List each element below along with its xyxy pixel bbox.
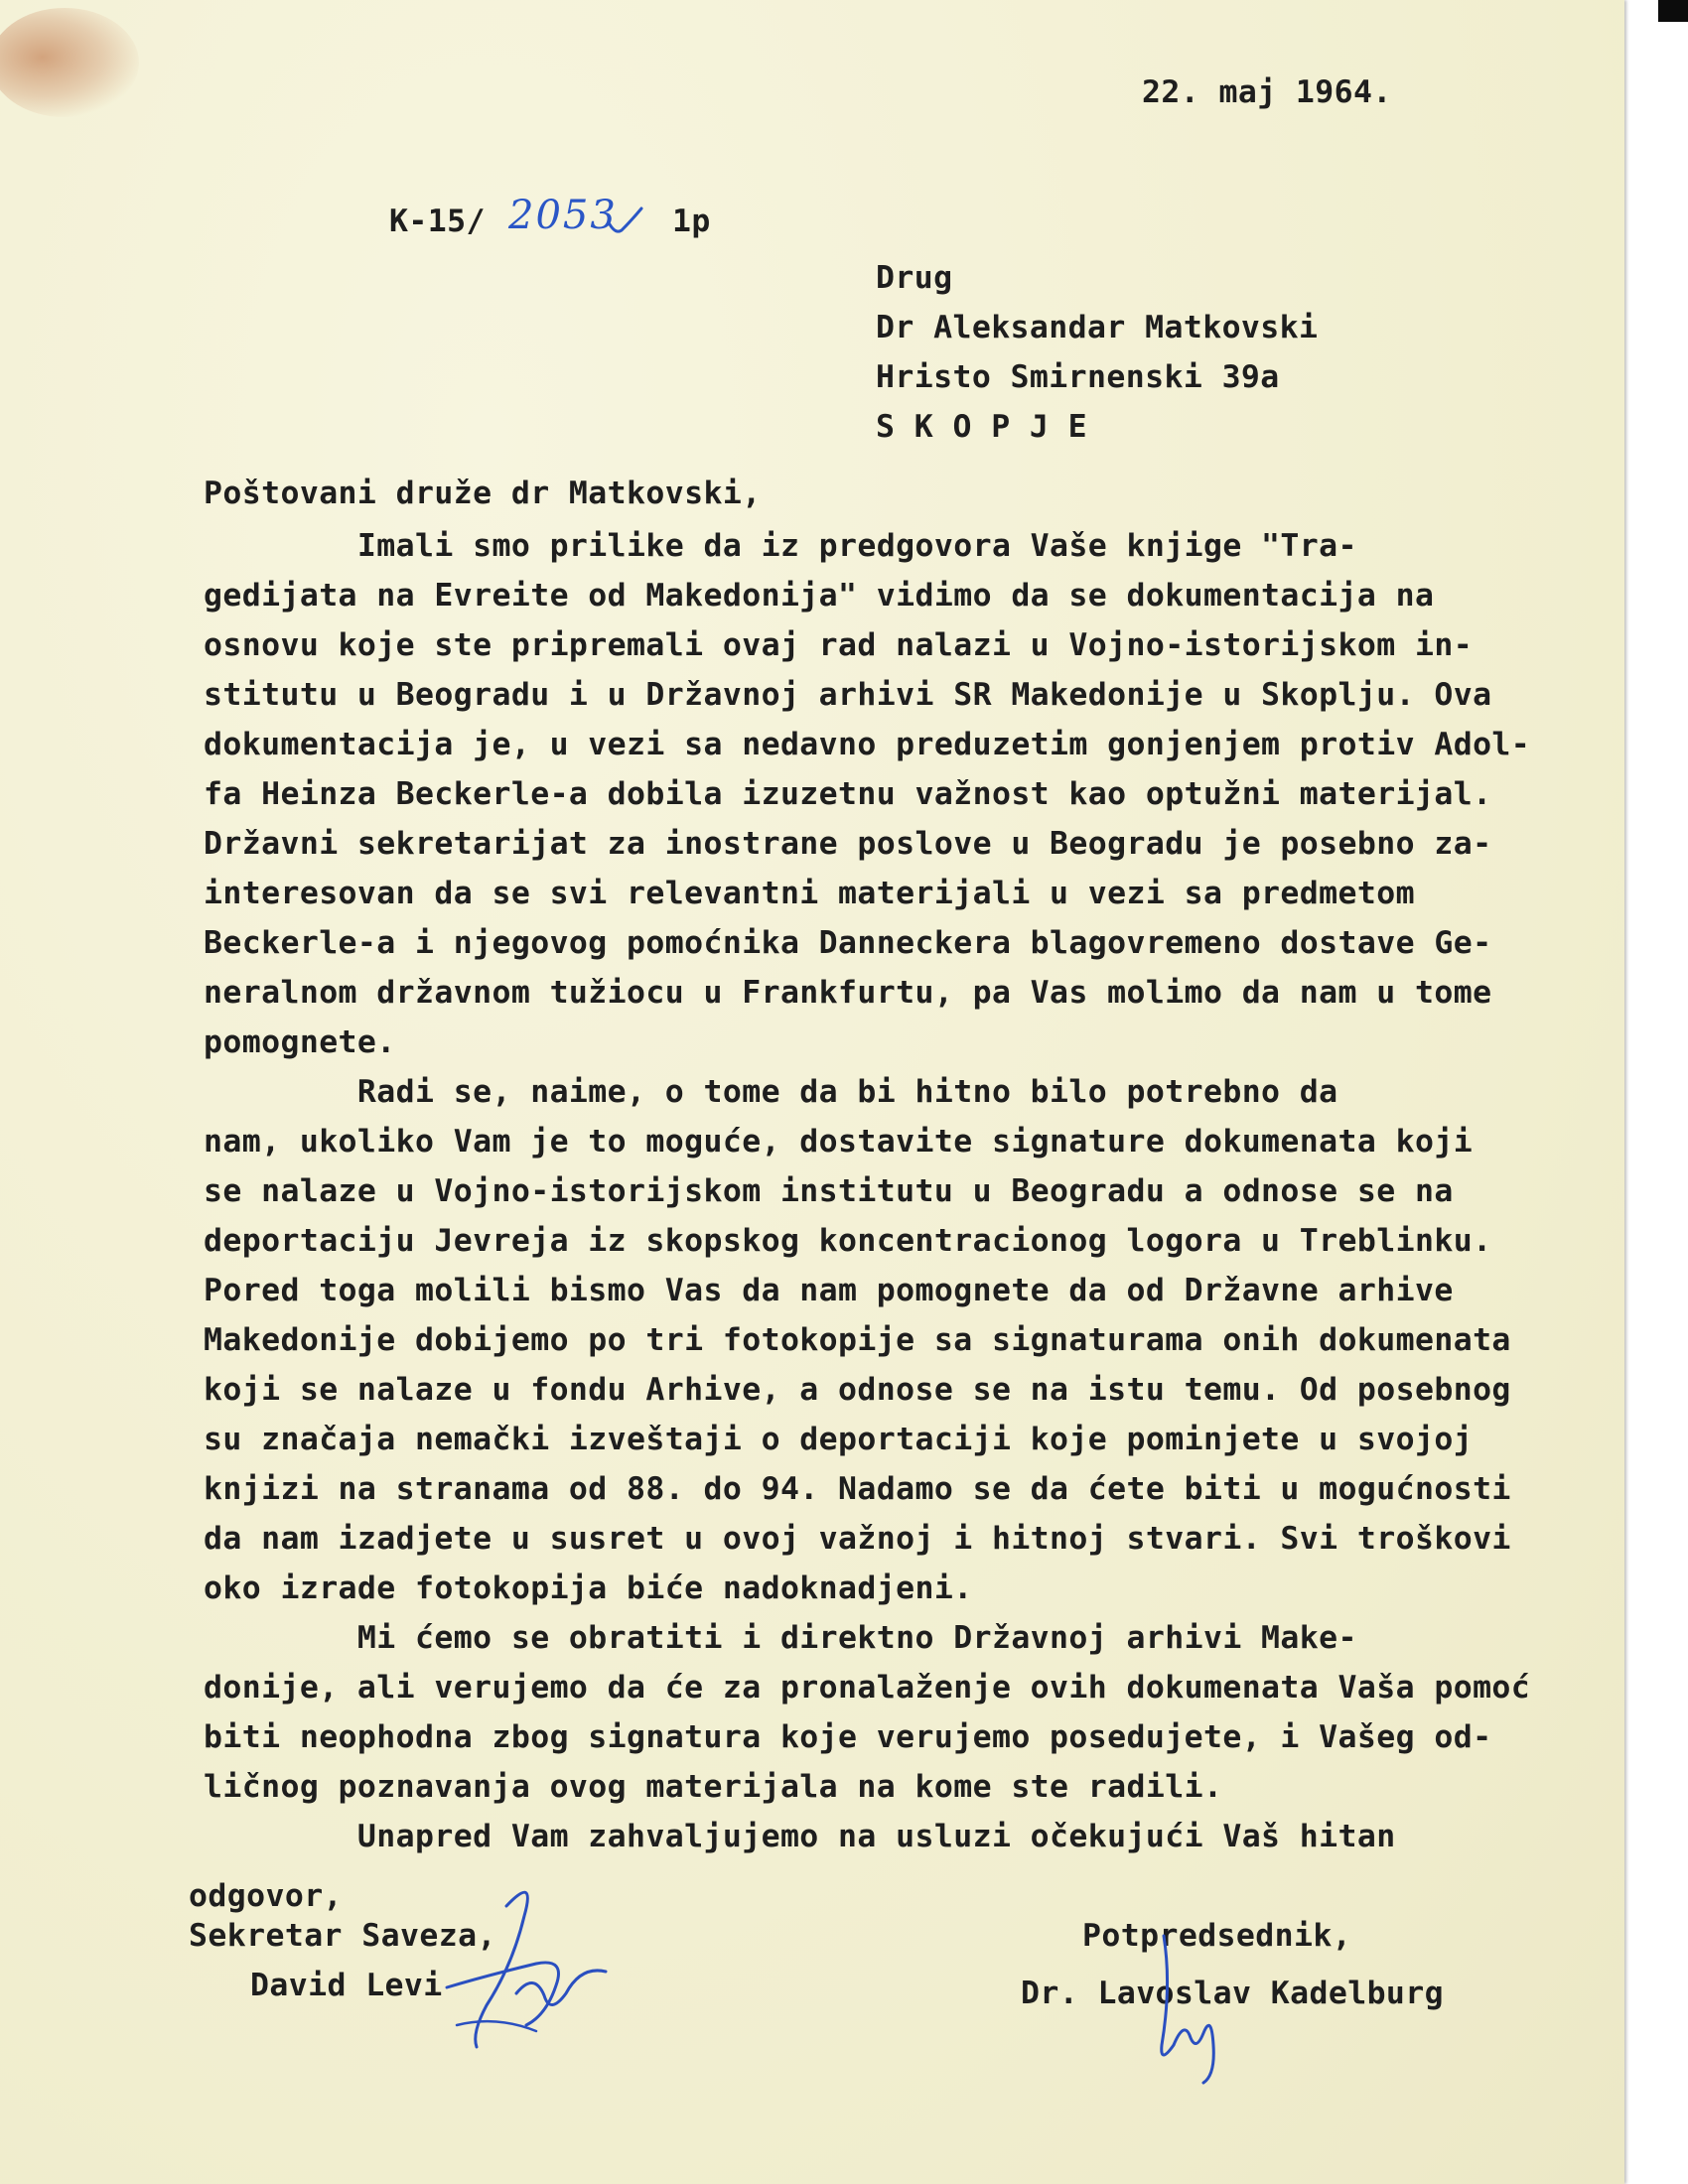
right-signatory-name: Dr. Lavoslav Kadelburg — [1021, 1976, 1445, 2011]
reference-suffix: 1p — [672, 204, 711, 239]
letter-body — [204, 521, 1530, 1861]
body-line: oko izrade fotokopija biće nadoknadjeni. — [204, 1570, 973, 1606]
body-line: Državni sekretarijat za inostrane poslove u Beogradu je posebno za- — [204, 826, 1492, 862]
body-line: biti neophodna zbog signatura koje verujemo posedujete, i Vašeg od- — [204, 1719, 1492, 1755]
body-line: koji se nalaze u fondu Arhive, a odnose se na istu temu. Od posebnog — [204, 1372, 1511, 1408]
reference-prefix: K-15/ — [389, 204, 486, 239]
body-line: nam, ukoliko Vam je to moguće, dostavite signature dokumenata koji — [204, 1124, 1474, 1160]
letter-greeting: Poštovani druže dr Matkovski, — [204, 476, 762, 511]
body-line: se nalaze u Vojno-istorijskom institutu u Beogradu a odnose se na — [204, 1173, 1454, 1209]
recipient-city: S K O P J E — [876, 409, 1088, 445]
left-signatory-name: David Levi — [250, 1968, 443, 2003]
body-line: Radi se, naime, o tome da bi hitno bilo potrebno da — [204, 1074, 1338, 1110]
body-line: knjizi na stranama od 88. do 94. Nadamo se da ćete biti u mogućnosti — [204, 1471, 1511, 1507]
body-line: ličnog poznavanja ovog materijala na kome ste radili. — [204, 1769, 1223, 1805]
body-line: neralnom državnom tužiocu u Frankfurtu, pa Vas molimo da nam u tome — [204, 975, 1492, 1011]
body-line: Imali smo prilike da iz predgovora Vaše knjige "Tra- — [204, 528, 1357, 564]
body-line: fa Heinza Beckerle-a dobila izuzetnu važnost kao optužni materijal. — [204, 776, 1492, 812]
left-signatory-title: Sekretar Saveza, — [189, 1918, 496, 1954]
body-line: Mi ćemo se obratiti i direktno Državnoj arhivi Make- — [204, 1620, 1357, 1656]
paper-stain — [0, 8, 139, 117]
body-line: su značaja nemački izveštaji o deportaciji koje pominjete u svojoj — [204, 1422, 1474, 1457]
body-line: donije, ali verujemo da će za pronalaženje ovih dokumenata Vaša pomoć — [204, 1670, 1531, 1706]
body-line: gedijata na Evreite od Makedonija" vidimo da se dokumentacija na — [204, 578, 1435, 614]
body-line: da nam izadjete u susret u ovoj važnoj i hitnoj stvari. Svi troškovi — [204, 1521, 1511, 1557]
body-line: osnovu koje ste pripremali ovaj rad nalazi u Vojno-istorijskom in- — [204, 627, 1474, 663]
handwritten-signature-right — [1142, 1926, 1281, 2085]
recipient-name: Dr Aleksandar Matkovski — [876, 310, 1319, 345]
closing-line: odgovor, — [189, 1878, 343, 1914]
body-line: interesovan da se svi relevantni materijali u vezi sa predmetom — [204, 876, 1415, 911]
handwritten-signature-left — [417, 1876, 655, 2075]
recipient-street: Hristo Smirnenski 39a — [876, 359, 1280, 395]
body-line: pomognete. — [204, 1024, 396, 1060]
handwritten-tick-mark — [606, 201, 645, 240]
body-line: Makedonije dobijemo po tri fotokopije sa signaturama onih dokumenata — [204, 1322, 1511, 1358]
body-line: stitutu u Beogradu i u Državnoj arhivi SR Makedonije u Skoplju. Ova — [204, 677, 1492, 713]
recipient-salutation-line: Drug — [876, 260, 953, 296]
body-line: Beckerle-a i njegovog pomoćnika Danneckera blagovremeno dostave Ge- — [204, 925, 1492, 961]
letter-date: 22. maj 1964. — [1142, 74, 1392, 110]
scan-edge — [1658, 0, 1688, 22]
body-line: Pored toga molili bismo Vas da nam pomognete da od Državne arhive — [204, 1273, 1454, 1308]
body-line: Unapred Vam zahvaljujemo na usluzi očekujući Vaš hitan — [204, 1819, 1396, 1854]
handwritten-reference-number: 2053 — [508, 193, 618, 238]
right-signatory-title: Potpredsednik, — [1082, 1918, 1352, 1954]
body-line: dokumentacija je, u vezi sa nedavno preduzetim gonjenjem protiv Adol- — [204, 727, 1531, 762]
body-line: deportaciju Jevreja iz skopskog koncentracionog logora u Treblinku. — [204, 1223, 1492, 1259]
